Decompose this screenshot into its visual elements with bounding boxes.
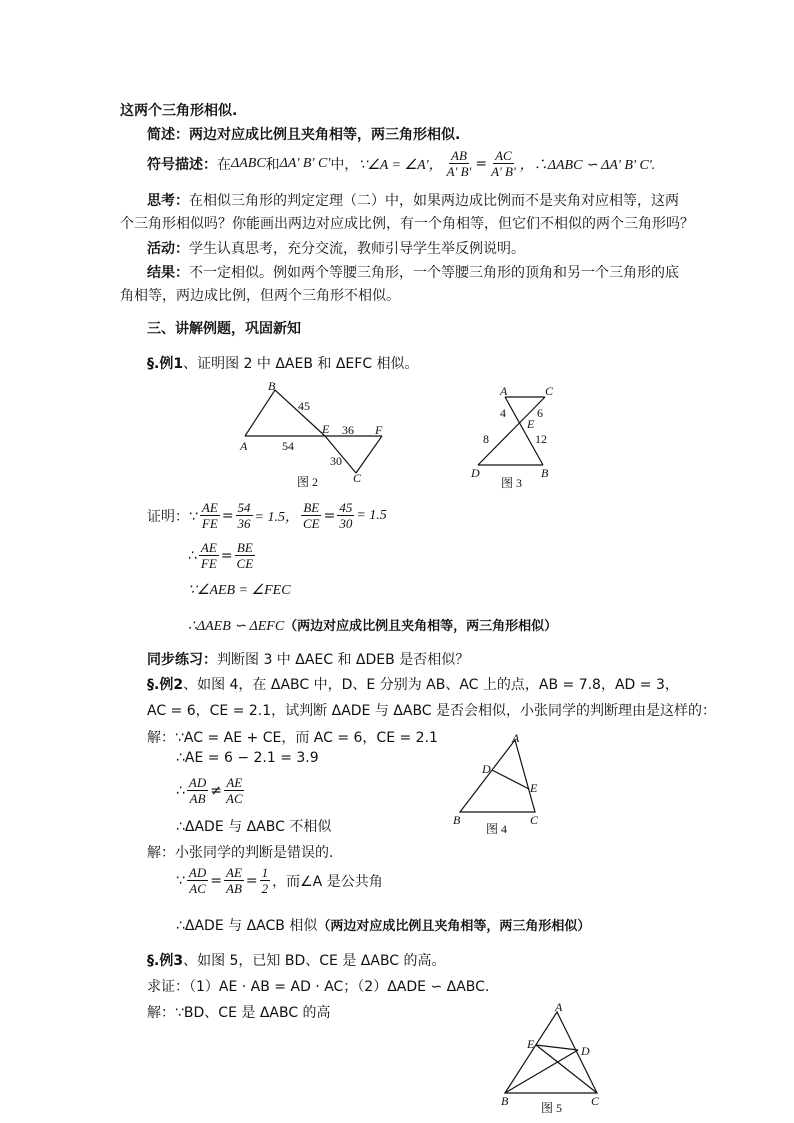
fig2-label-b: B (268, 379, 276, 393)
example3-heading: §.例3、如图 5，已知 BD、CE 是 ΔABC 的高。 (147, 953, 446, 969)
fig5-label-a: A (555, 1000, 563, 1014)
fig2-label-a: A (240, 439, 248, 453)
think-paragraph-line2: 个三角形相似吗？你能画出两边对应成比例，有一个角相等，但它们不相似的两个三角形吗？ (120, 216, 694, 232)
sync-practice: 同步练习：判断图 3 中 ΔAEC 和 ΔDEB 是否相似？ (147, 652, 470, 668)
frac-45-30: $\frac{45}{30}$ (339, 500, 353, 531)
fig4-caption: 图 4 (486, 822, 508, 836)
example1-heading: §.例1、证明图 2 中 ΔAEB 和 ΔEFC 相似。 (147, 356, 419, 372)
example2-heading: §.例2、如图 4，在 ΔABC 中，D、E 分别为 AB、AC 上的点，AB = 7.8，AD = 3， (147, 677, 679, 693)
fig3-len-12: 12 (535, 432, 547, 446)
fig4-label-a: A (512, 732, 520, 745)
fig2-len-36: 36 (342, 423, 354, 437)
fig3-len-4: 4 (500, 406, 506, 420)
fig4-label-d: D (482, 762, 491, 776)
figure-4 (450, 732, 560, 842)
fig3-label-c: C (545, 384, 554, 398)
fig3-caption: 图 3 (501, 476, 523, 490)
example2-step2: ∴AE = 6 − 2.1 = 3.9 (176, 750, 319, 766)
figure-5 (495, 1000, 610, 1118)
example2-step5: 解：小张同学的判断是错误的. (147, 845, 334, 861)
frac-ae-fe: $\frac{AE}{FE}$ (201, 500, 218, 531)
fig2-triangle-aeb (245, 390, 325, 436)
conclusion-paragraph-line2: 角相等，两边成比例，但两个三角形不相似。 (120, 288, 400, 304)
fig3-label-a: A (500, 384, 508, 398)
fig3-line-cd (478, 397, 545, 465)
example2-line2: AC = 6，CE = 2.1，试判断 ΔADE 与 ΔABC 是否会相似，小张同学的判断理由是这样的： (147, 703, 717, 719)
example2-step1: 解：∵AC = AE + CE，而 AC = 6，CE = 2.1 (147, 730, 438, 746)
fig2-caption: 图 2 (297, 475, 319, 488)
conclusion-paragraph: 结果：不一定相似。例如两个等腰三角形，一个等腰三角形的顶角和另一个三角形的底 (147, 265, 679, 281)
fig5-label-c: C (591, 1094, 600, 1108)
proof-conclusion: ∴ΔAEB ∽ ΔEFC（两边对应成比例且夹角相等，两三角形相似） (188, 619, 558, 634)
intro-line: 这两个三角形相似. (120, 103, 238, 119)
fig4-line-de (492, 770, 529, 789)
frac-be-ce: $\frac{BE}{CE}$ (303, 500, 320, 531)
example2-step3: ∴ $\frac{AD}{AB}$ ≠ $\frac{AE}{AC}$ (176, 775, 243, 806)
fig4-label-c: C (530, 813, 539, 827)
fig3-label-e: E (527, 417, 535, 431)
fig4-label-e: E (530, 781, 538, 795)
fig2-len-45: 45 (298, 399, 310, 413)
proof-line2: ∴ $\frac{AE}{FE}$ = $\frac{BE}{CE}$ (188, 540, 254, 571)
fig2-label-f: F (375, 423, 383, 437)
fig2-label-c: C (353, 471, 362, 485)
fig3-len-8: 8 (483, 432, 489, 446)
example3-prove: 求证：（1）AE · AB = AD · AC；（2）ΔADE ∽ ΔABC. (147, 979, 490, 995)
fig4-triangle-abc (460, 740, 535, 812)
fig3-label-d: D (471, 466, 480, 480)
fraction-ab: $\frac{AB}{A' B'}$ (446, 148, 472, 179)
example2-step7: ∴ΔADE 与 ΔACB 相似（两边对应成比例且夹角相等，两三角形相似） (176, 918, 591, 934)
example3-solve: 解：∵BD、CE 是 ΔABC 的高 (147, 1005, 331, 1021)
proof-angle: ∵∠AEB = ∠FEC (188, 583, 291, 598)
section-title: 三、讲解例题，巩固新知 (147, 321, 301, 337)
fig5-label-d: D (581, 1044, 590, 1058)
fig5-label-b: B (501, 1094, 509, 1108)
fig5-caption: 图 5 (541, 1101, 563, 1115)
figure-2 (230, 378, 400, 488)
fig4-label-b: B (453, 813, 461, 827)
fig2-len-54: 54 (282, 439, 294, 453)
fraction-ac: $\frac{AC}{A' B'}$ (491, 148, 516, 179)
fig3-label-b: B (541, 466, 549, 480)
example2-step6: ∵ $\frac{AD}{AC}$ = $\frac{AE}{AB}$ = $\frac{1}{2}$ ，而∠A 是公共角 (176, 865, 383, 896)
fig5-altitude-bd (505, 1050, 578, 1093)
frac-54-36: $\frac{54}{36}$ (237, 500, 251, 531)
proof-line1: 证明：∵ $\frac{AE}{FE}$ = $\frac{54}{36}$ = 1.5， $\frac{BE}{CE}$ = $\frac{45}{30}$ = 1.5 (147, 500, 387, 531)
fig2-len-30: 30 (330, 454, 342, 468)
fig3-len-6: 6 (537, 406, 543, 420)
think-paragraph: 思考：在相似三角形的判定定理（二）中，如果两边成比例而不是夹角对应相等，这两 (147, 193, 679, 209)
symbol-description: 符号描述： 在 ΔABC 和 ΔA' B' C' 中， ∵∠A = ∠A'， $\frac{AB}{A' B'}$ = $\frac{AC}{A' B'}$ ，∴ΔABC ∽ ΔA' B' C'. (147, 148, 656, 179)
brief-statement: 简述：两边对应成比例且夹角相等，两三角形相似. (147, 127, 461, 143)
figure-3 (465, 380, 575, 490)
fig2-label-e: E (322, 422, 330, 436)
fig2-line-fc (356, 436, 382, 473)
example2-step4: ∴ΔADE 与 ΔABC 不相似 (176, 819, 332, 835)
activity-paragraph: 活动：学生认真思考，充分交流，教师引导学生举反例说明。 (147, 241, 525, 257)
fig5-label-e: E (527, 1037, 535, 1051)
